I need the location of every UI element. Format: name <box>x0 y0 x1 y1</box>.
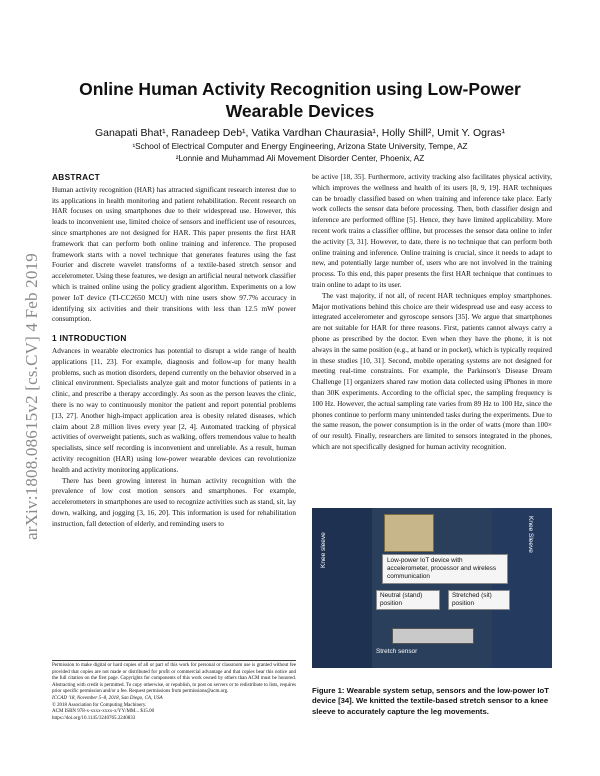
permission-footnote <box>52 660 296 722</box>
neutral-position-label: Neutral (stand) position <box>376 590 440 610</box>
intro-paragraph-2: There has been growing interest in human activity recognition with the prevalence of low cost motion sensors and smartphones. For example, accelerometers in smartphones are used to recognize activities such as stand, sit, lay down, walking, and jogging [3, 16, 20]. This information is used for rehabilitation instruction, fall detection of elderly, and reminding users to <box>52 476 296 528</box>
knee-sleeve-label-left: Knee sleeve <box>320 532 327 568</box>
right-paragraph-1: be active [18, 35]. Furthermore, activity tracking also facilitates physical activity, which improves the wellness and health of its users [8, 9, 19]. HAR techniques can be broadly classified based on when training and inference take place. Early work collects the sensor data before processing. Then, both classifier design and inference are performed offline [5]. Hence, they have limited applicability. More recent work trains a classifier offline, but processes the sensor data online to infer the activity [3, 31]. However, to date, there is no technique that can perform both online training and inference. Online training is crucial, since it needs to adapt to new, and potentially large number of, users who are not involved in the training process. To this end, this paper presents the first HAR technique that continues to train online to adapt to its user. <box>312 173 552 289</box>
stretch-sensor <box>392 628 474 644</box>
affiliation-1: ¹School of Electrical Computer and Energy Engineering, Arizona State University, Tempe, AZ <box>132 142 468 151</box>
permission-text: Permission to make digital or hard copies of all or part of this work for personal or classroom use is granted without fee provided that copies are not made or distributed for profit or commercial advantage and that copies bear this notice and the full citation on the first page. Copyrights for components of this work owned by others than ACM must be honored. Abstracting with credit is permitted. To copy otherwise, or republish, to post on servers or to redistribute to lists, requires prior specific permission and/or a fee. Request permissions from permissions@acm.org. <box>52 663 296 695</box>
paper-title <box>60 78 540 122</box>
conference-line: ICCAD '18, November 5–8, 2018, San Diego, CA, USA <box>52 695 163 701</box>
stretched-position-label: Stretched (sit) position <box>448 590 510 610</box>
figure-1-image <box>312 508 552 668</box>
intro-heading: 1 INTRODUCTION <box>52 333 127 344</box>
right-paragraph-2: The vast majority, if not all, of recent HAR techniques employ smartphones. Major motivations behind this choice are their widespread use and easy access to integrated accelerometer and gyroscope sensors [35]. We argue that smartphones are not suitable for HAR for three reasons. First, patients cannot always carry a phone as prescribed by the doctor. Even when they have the phone, it is not always in the same position (e.g., at hand or in pocket), which is typically required in these studies [10, 31]. Second, mobile operating systems are not designed for meeting real-time constraints. For example, the Parkinson's Disease Dream Challenge [1] organizers shared raw motion data collected using iPhones in more than 30K experiments. According to the official spec, the sampling frequency is 100 Hz. However, the actual sampling rate varies from 89 Hz to 100 Hz, since the phones continue to perform many unintended tasks during the experiments. Due to the same reason, the power consumption is in the order of watts (more than 100× of our result). Finally, researchers are limited to sensors integrated in the phones, which are not specifically designed for human activity recognition. <box>312 291 553 451</box>
stretch-sensor-label: Stretch sensor <box>376 648 418 655</box>
knee-sleeve-right <box>492 508 552 668</box>
right-column <box>312 172 552 453</box>
arxiv-stamp <box>0 0 40 776</box>
doi-link[interactable]: https://doi.org/10.1145/3240765.3240833 <box>52 715 136 721</box>
isbn-line: ACM ISBN 978-x-xxxx-xxxx-x/YY/MM... $15.00 <box>52 709 155 715</box>
abstract-text: Human activity recognition (HAR) has attracted significant research interest due to its applications in health monitoring and patient rehabilitation. Recent research on HAR focuses on using smartphones due to their widespread use. However, this leads to inconvenient use, limited choice of sensors and inefficient use of resources, since smartphones are not designed for HAR. This paper presents the first HAR framework that can perform both online training and inference. The proposed framework starts with a novel technique that generates features using the fast Fourier and discrete wavelet transforms of a textile-based stretch sensor and accelerometer. Using these features, we design an artificial neural network classifier which is trained online using the policy gradient algorithm. Experiments on a low power IoT device (TI-CC2650 MCU) with nine users show 97.7% accuracy in identifying six activities and their transitions with less than 12.5 mW power consumption. <box>52 185 296 324</box>
left-column <box>52 172 296 530</box>
knee-sleeve-label-right: Knee Sleeve <box>527 516 534 553</box>
copyright-line: © 2018 Association for Computing Machinery. <box>52 702 147 708</box>
title-line-1: Online Human Activity Recognition using Low-Power <box>79 79 521 99</box>
iot-device-callout: Low-power IoT device with accelerometer, processor and wireless communication <box>382 554 508 584</box>
intro-paragraph-1: Advances in wearable electronics has potential to disrupt a wide range of health applications [11, 23]. For example, diagnosis and follow-up for many health problems, such as motion disorders, depend currently on the behavior observed in a clinical environment. Specialists analyze gait and motor functions of patients in a clinic, and prescribe a therapy accordingly. As soon as the person leaves the clinic, there is no way to continuously monitor the patient and report potential problems [13, 27]. Another high-impact application area is obesity related diseases, which claim about 2.8 million lives every year [2, 4]. Automated tracking of physical activities of overweight patients, such as walking, offers tremendous value to health specialists, since self recording is inconvenient and unreliable. As a result, human activity recognition (HAR) using low-power wearable devices can revolutionize health and activity monitoring applications. <box>52 346 296 474</box>
title-line-2: Wearable Devices <box>225 101 375 121</box>
iot-board <box>384 514 434 552</box>
abstract-heading: ABSTRACT <box>52 172 101 182</box>
arxiv-stamp-text: arXiv:1808.08615v2 [cs.CV] 4 Feb 2019 <box>22 253 41 540</box>
affiliation-2: ²Lonnie and Muhammad Ali Movement Disorder Center, Phoenix, AZ <box>175 154 425 163</box>
author-list: Ganapati Bhat¹, Ranadeep Deb¹, Vatika Vardhan Chaurasia¹, Holly Shill², Umit Y. Ogras¹ <box>94 127 506 139</box>
figure-1-caption: Figure 1: Wearable system setup, sensors and the low-power IoT device [34]. We knitted the textile-based stretch sensor to a knee sleeve to accurately capture the leg movements. <box>312 686 549 716</box>
